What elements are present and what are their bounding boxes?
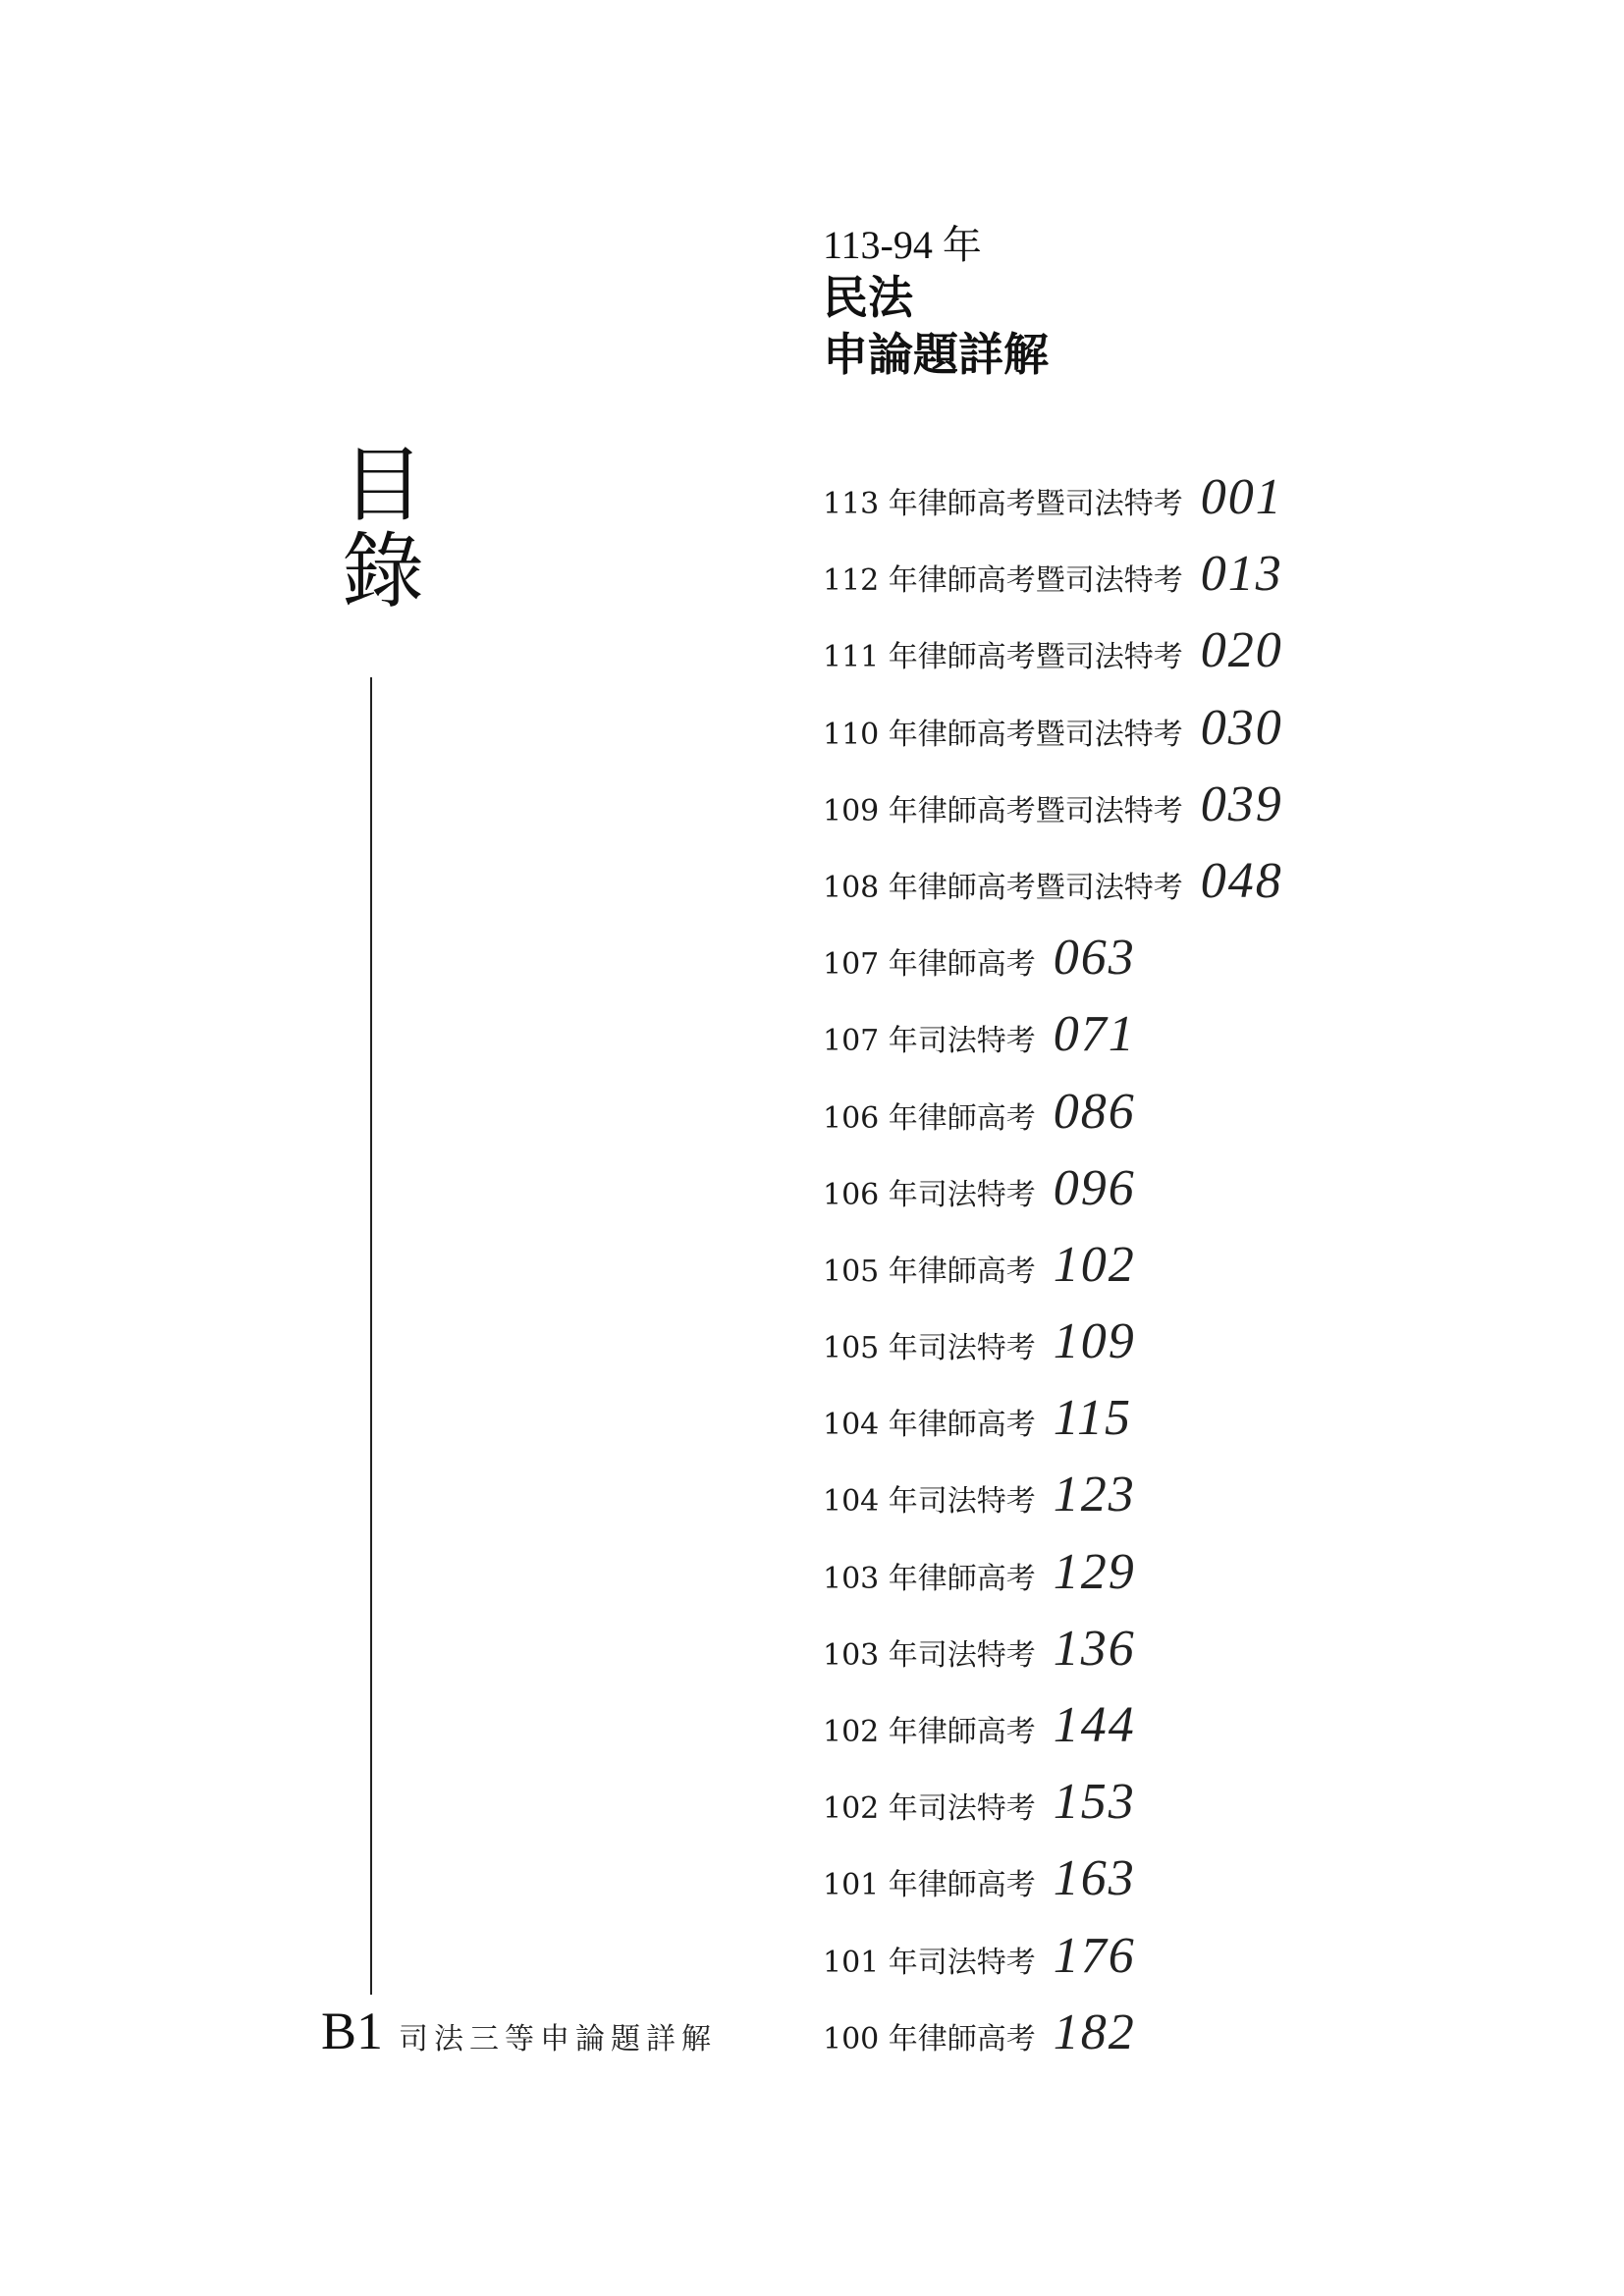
toc-entry-label: 103 年司法特考 <box>823 1637 1036 1673</box>
toc-entry[interactable] <box>823 1298 1283 1374</box>
toc-entry-label: 104 年律師高考 <box>823 1408 1036 1443</box>
toc-entry-page-number: 115 <box>1053 1390 1132 1447</box>
toc-entry-page-number: 163 <box>1053 1850 1136 1907</box>
toc-entry-page-number: 102 <box>1053 1236 1136 1293</box>
toc-entry-label: 107 年律師高考 <box>823 947 1036 983</box>
toc-entry[interactable] <box>823 684 1283 761</box>
toc-entry-page-number: 020 <box>1200 622 1283 679</box>
toc-entry-page-number: 030 <box>1200 699 1283 756</box>
series-title: 司法三等申論題詳解 <box>399 2022 718 2056</box>
toc-entry-page-number: 086 <box>1053 1083 1136 1140</box>
toc-entry[interactable] <box>823 837 1283 914</box>
toc-entry-label: 101 年司法特考 <box>823 1945 1036 1980</box>
toc-entry-page-number: 144 <box>1053 1697 1136 1753</box>
contents-heading-char-1: 目 <box>341 437 424 533</box>
toc-entry-page-number: 096 <box>1053 1159 1136 1216</box>
toc-entry-label: 101 年律師高考 <box>823 1868 1036 1903</box>
toc-entry-page-number: 048 <box>1200 852 1283 909</box>
toc-entry[interactable] <box>823 1682 1283 1758</box>
toc-entry-page-number: 182 <box>1053 2003 1136 2060</box>
toc-entry-page-number: 001 <box>1200 469 1283 525</box>
toc-entry-page-number: 109 <box>1053 1313 1136 1370</box>
toc-entry[interactable] <box>823 1145 1283 1221</box>
toc-entry-label: 106 年律師高考 <box>823 1100 1036 1136</box>
book-type-title: 申論題詳解 <box>823 328 1049 381</box>
toc-entry-page-number: 123 <box>1053 1467 1136 1523</box>
toc-entry[interactable] <box>823 607 1283 683</box>
toc-entry[interactable] <box>823 1451 1283 1527</box>
toc-entry-page-number: 071 <box>1053 1006 1136 1063</box>
toc-entry-label: 111 年律師高考暨司法特考 <box>823 640 1183 675</box>
contents-heading <box>334 437 432 620</box>
toc-entry-page-number: 129 <box>1053 1543 1136 1600</box>
book-code: B1 <box>321 2002 384 2060</box>
toc-entry-label: 102 年律師高考 <box>823 1715 1036 1749</box>
toc-entry[interactable] <box>823 761 1283 837</box>
toc-entry-page-number: 153 <box>1053 1774 1136 1831</box>
toc-entry-label: 107 年司法特考 <box>823 1024 1036 1059</box>
toc-entry-page-number: 013 <box>1200 546 1283 603</box>
toc-entry[interactable] <box>823 1221 1283 1298</box>
toc-entry[interactable] <box>823 1605 1283 1682</box>
toc-entry[interactable] <box>823 1758 1283 1835</box>
year-range: 113-94 年 <box>823 223 982 267</box>
toc-entry-label: 112 年律師高考暨司法特考 <box>823 563 1183 599</box>
toc-entry-label: 109 年律師高考暨司法特考 <box>823 793 1183 828</box>
toc-entry-label: 105 年律師高考 <box>823 1254 1036 1289</box>
toc-entry-page-number: 176 <box>1053 1927 1136 1984</box>
toc-entry-page-number: 136 <box>1053 1620 1136 1677</box>
book-header <box>823 222 1049 383</box>
toc-entry-page-number: 063 <box>1053 930 1136 987</box>
toc-entry[interactable] <box>823 914 1283 990</box>
toc-entry[interactable] <box>823 1989 1283 2065</box>
toc-entry[interactable] <box>823 454 1283 530</box>
vertical-divider <box>370 677 372 1995</box>
toc-entry[interactable] <box>823 1068 1283 1145</box>
toc-entry[interactable] <box>823 530 1283 607</box>
toc-entry[interactable] <box>823 990 1283 1067</box>
toc-entry-label: 104 年司法特考 <box>823 1484 1036 1520</box>
table-of-contents <box>823 454 1283 2065</box>
toc-entry[interactable] <box>823 1912 1283 1989</box>
toc-entry-label: 105 年司法特考 <box>823 1331 1036 1366</box>
toc-entry[interactable] <box>823 1374 1283 1451</box>
toc-entry-label: 100 年律師高考 <box>823 2021 1036 2056</box>
toc-entry-label: 113 年律師高考暨司法特考 <box>823 487 1183 521</box>
toc-entry-label: 108 年律師高考暨司法特考 <box>823 870 1183 905</box>
toc-entry-page-number: 039 <box>1200 775 1283 832</box>
toc-entry-label: 110 年律師高考暨司法特考 <box>823 717 1183 752</box>
page-footer <box>321 2001 717 2061</box>
toc-entry-label: 102 年司法特考 <box>823 1791 1036 1827</box>
toc-entry[interactable] <box>823 1528 1283 1605</box>
toc-entry-label: 106 年司法特考 <box>823 1177 1036 1212</box>
toc-entry-label: 103 年律師高考 <box>823 1561 1036 1596</box>
toc-entry[interactable] <box>823 1835 1283 1911</box>
subject-title: 民法 <box>823 271 913 324</box>
contents-heading-char-2: 錄 <box>341 523 424 620</box>
